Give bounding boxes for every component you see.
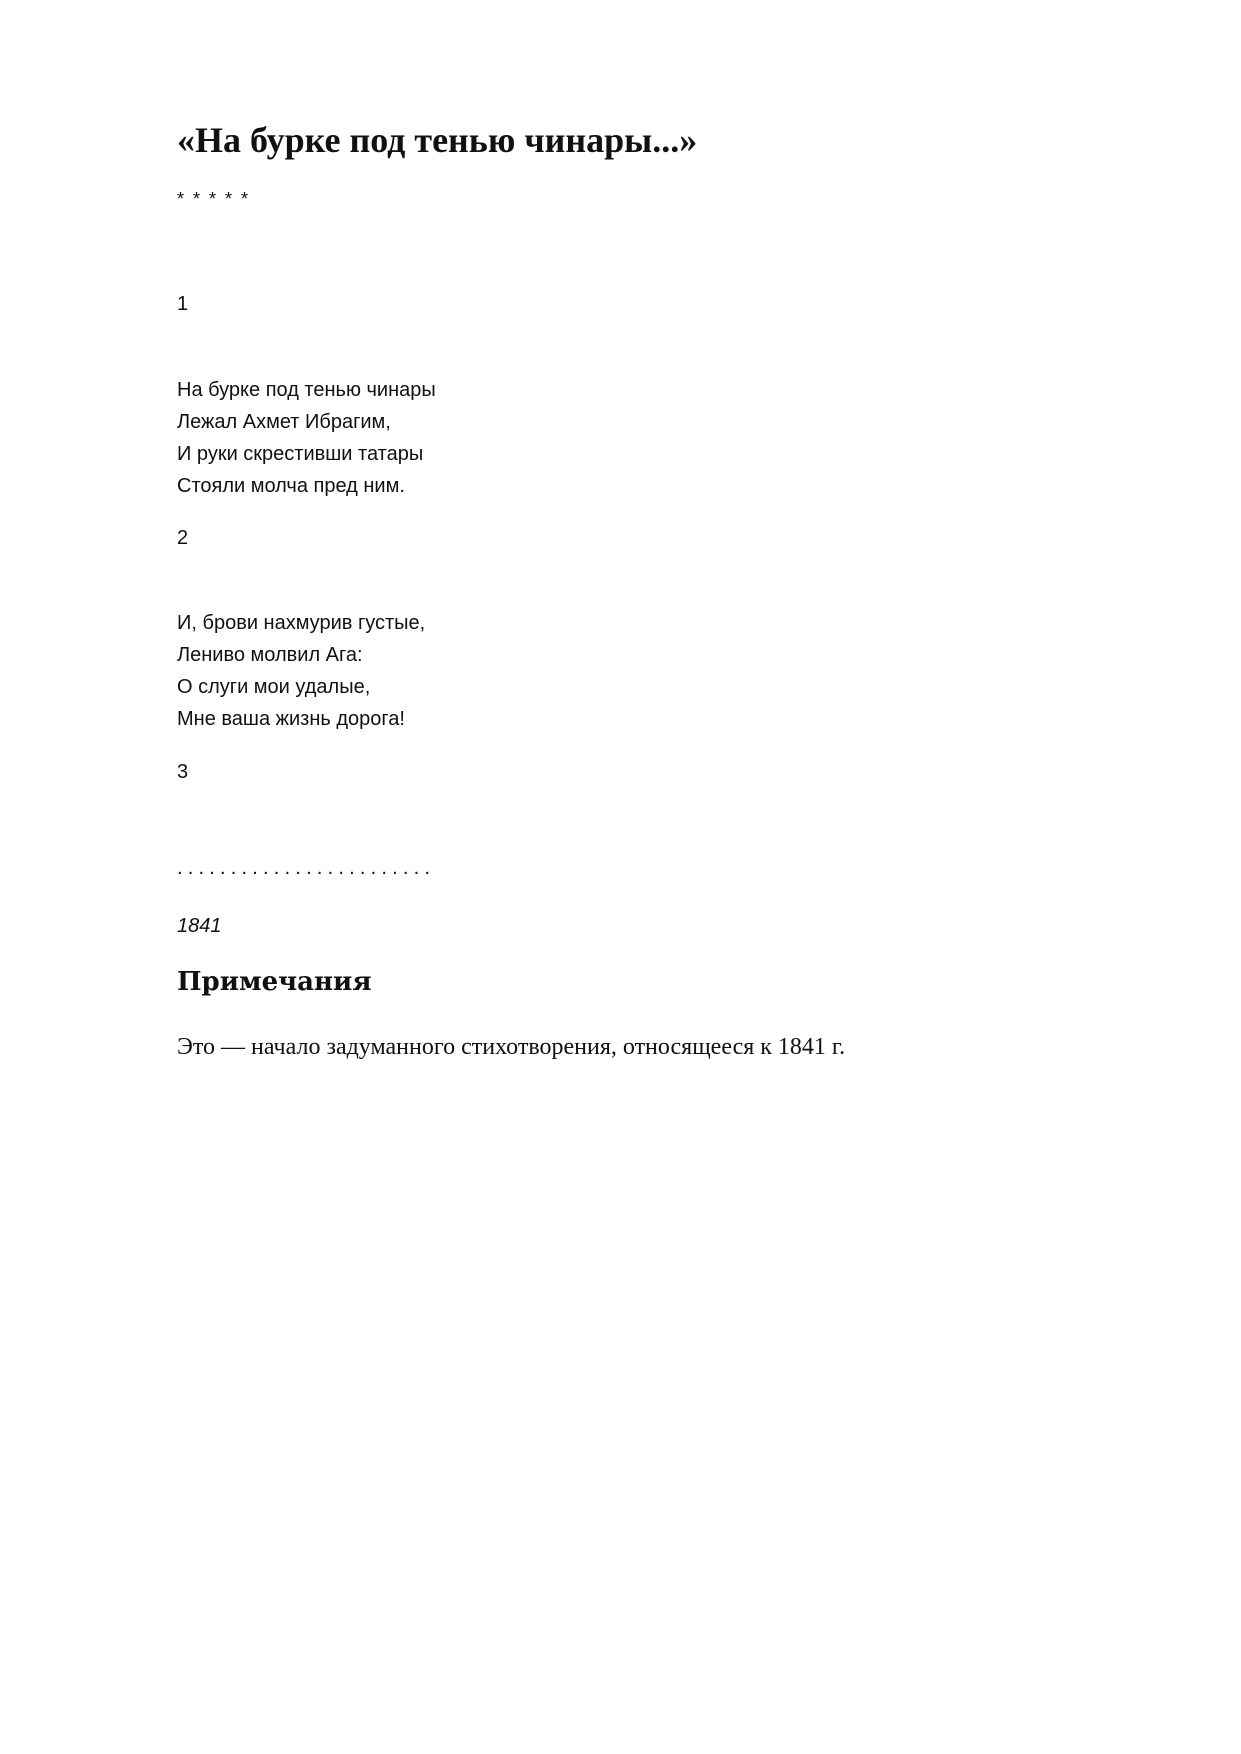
stanza-number: 2 [177, 527, 189, 549]
omitted-text-dots: ........................ [177, 857, 436, 879]
poem-line: И, брови нахмурив густые, [177, 612, 426, 634]
separator-stars: * * * * * [177, 189, 251, 209]
stanza-number: 1 [177, 293, 189, 315]
stanza-1 [177, 374, 436, 502]
poem-line: Мне ваша жизнь дорога! [177, 708, 405, 730]
poem-line: И руки скрестивши татары [177, 443, 424, 465]
poem-line: Лежал Ахмет Ибрагим, [177, 411, 391, 433]
poem-year: 1841 [177, 915, 222, 937]
poem-line: О слуги мои удалые, [177, 676, 371, 698]
stanza-2 [177, 607, 425, 735]
poem-line: Стояли молча пред ним. [177, 475, 405, 497]
poem-line: Лениво молвил Ага: [177, 644, 363, 666]
poem-line: На бурке под тенью чинары [177, 379, 436, 401]
stanza-number: 3 [177, 761, 189, 783]
notes-heading: Примечания [177, 967, 372, 997]
poem-title: «На бурке под тенью чинары...» [177, 120, 698, 160]
note-text: Это — начало задуманного стихотворения, относящееся к 1841 г. [177, 1034, 846, 1060]
